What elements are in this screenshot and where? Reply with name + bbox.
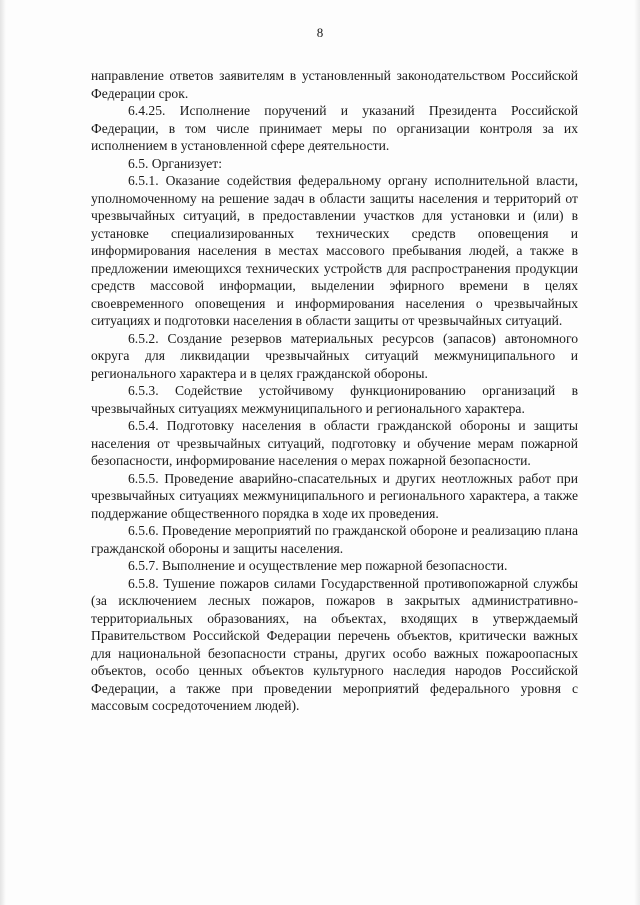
paragraph: 6.5.2. Создание резервов материальных ресурсов (запасов) автономного округа для ликвидации чрезвычайных ситуаций межмуниципального и регионального характера и в целях гражданской обороны. — [91, 330, 578, 381]
document-body — [91, 67, 578, 715]
paragraph: 6.5.3. Содействие устойчивому функционированию организаций в чрезвычайных ситуациях межмуниципального и регионального характера. — [91, 383, 578, 416]
paragraph: 6.5. Организует: — [128, 155, 223, 171]
paragraph: 6.5.7. Выполнение и осуществление мер пожарной безопасности. — [128, 558, 508, 573]
paragraph: направление ответов заявителям в установленный законодательством Российской Федерации срок. — [91, 68, 578, 101]
paragraph: 6.5.8. Тушение пожаров силами Государственной противопожарной службы (за исключением лесных пожаров, пожаров в закрытых административно-территориальных образованиях, на объектах, входящих в утверждаемый Правительством Российской Федерации перечень объектов, критически важных для национальной безопасности страны, других особо важных пожароопасных объектов, особо ценных объектов культурного наследия народов Российской Федерации, а также при проведении мероприятий федерального уровня с массовым сосредоточением людей). — [91, 575, 578, 713]
paragraph: 6.5.6. Проведение мероприятий по гражданской обороне и реализацию плана гражданской обороны и защиты населения. — [91, 523, 578, 556]
paragraph: 6.5.5. Проведение аварийно-спасательных и других неотложных работ при чрезвычайных ситуациях межмуниципального и регионального характера, а также поддержание общественного порядка в ходе их проведения. — [91, 470, 578, 521]
paragraph: 6.4.25. Исполнение поручений и указаний Президента Российской Федерации, в том числе принимает меры по организации контроля за их исполнением в установленной сфере деятельности. — [91, 103, 578, 153]
paragraph: 6.5.1. Оказание содействия федеральному органу исполнительной власти, уполномоченному на решение задач в области защиты населения и территорий от чрезвычайных ситуаций, в предоставлении участков для установки и (или) в установке специализированных технических средств оповещения и информирования населения в местах массового пребывания людей, а также в предложении имеющихся технических устройств для распространения продукции средств массовой информации, выделении эфирного времени в целях своевременного оповещения и информирования населения о чрезвычайных ситуациях и подготовки населения в области защиты от чрезвычайных ситуаций. — [91, 173, 578, 328]
page-right-edge — [634, 0, 640, 905]
page-left-edge — [0, 0, 6, 905]
paragraph: 6.5.4. Подготовку населения в области гражданской обороны и защиты населения от чрезвычайных ситуаций, подготовку и обучение мерам пожарной безопасности, информирование населения о мерах пожарной безопасности. — [91, 418, 578, 468]
page-number: 8 — [316, 25, 324, 40]
